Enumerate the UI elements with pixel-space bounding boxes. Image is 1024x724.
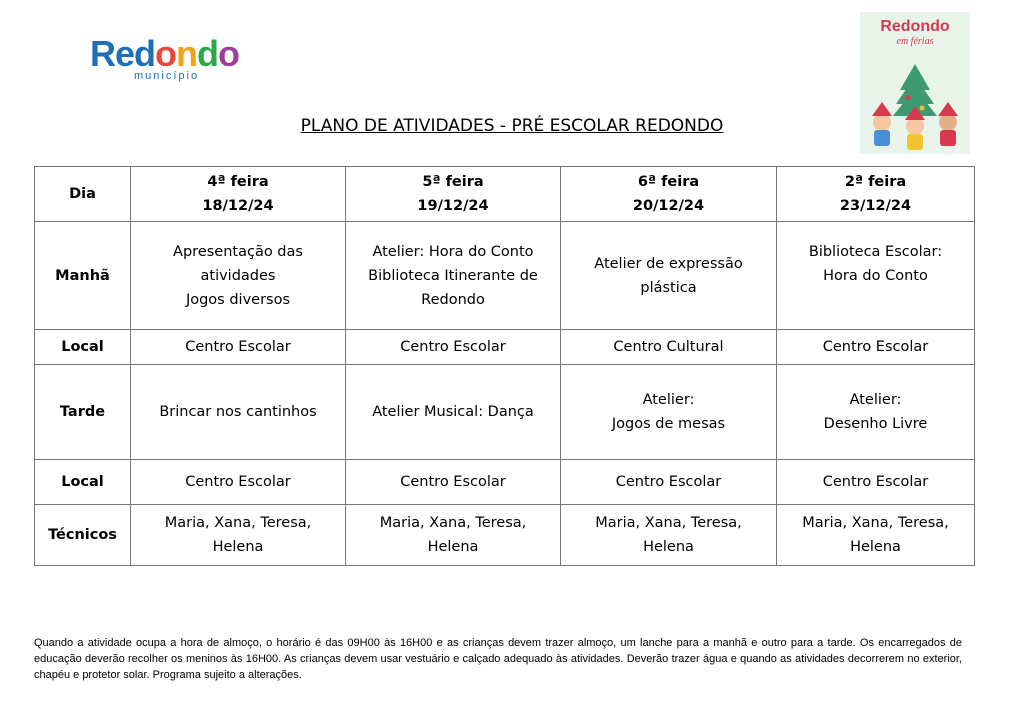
table-cell: Atelier: Desenho Livre [777,365,975,460]
activities-table [34,166,975,566]
row-label: Tarde [35,365,131,460]
day-header: 2ª feira 23/12/24 [777,167,975,222]
table-cell: Centro Escolar [131,460,346,505]
table-cell: Centro Escolar [777,330,975,365]
row-label: Local [35,460,131,505]
table-row-local [35,460,975,505]
redondo-municipio-logo [90,33,240,88]
row-label: Técnicos [35,505,131,566]
table-row-tarde [35,365,975,460]
table-cell: Centro Escolar [131,330,346,365]
table-cell: Centro Escolar [346,330,561,365]
table-cell: Biblioteca Escolar: Hora do Conto [777,222,975,330]
table-row-local [35,330,975,365]
day-header: 4ª feira 18/12/24 [131,167,346,222]
row-label: Local [35,330,131,365]
day-header: 6ª feira 20/12/24 [561,167,777,222]
day-header: 5ª feira 19/12/24 [346,167,561,222]
document-title: PLANO DE ATIVIDADES - PRÉ ESCOLAR REDONDO [300,116,724,136]
table-cell: Maria, Xana, Teresa, Helena [561,505,777,566]
table-cell: Brincar nos cantinhos [131,365,346,460]
logo-subtitle: município [134,70,200,82]
corner-cell-dia: Dia [35,167,131,222]
logo-wordmark: Redondo [90,33,240,74]
row-label: Manhã [35,222,131,330]
footer-note: Quando a atividade ocupa a hora de almoço, o horário é das 09H00 às 16H00 e as crianças devem trazer almoço, um lanche para a manhã e outro para a tarde. Os encarregados de educação deverão recolher os meninos às 16H00. As crianças devem usar vestuário e calçado adequado às atividades. Deverão trazer água e quando as atividades decorrerem no exterior, chapéu e protetor solar. Programa sujeito a alterações. [34,637,962,681]
poster-subtitle: em férias [896,36,934,47]
table-cell: Centro Escolar [346,460,561,505]
table-cell: Centro Cultural [561,330,777,365]
table-cell: Atelier: Hora do Conto Biblioteca Itinerante de Redondo [346,222,561,330]
table-cell: Atelier: Jogos de mesas [561,365,777,460]
table-cell: Centro Escolar [777,460,975,505]
table-cell: Maria, Xana, Teresa, Helena [346,505,561,566]
table-cell: Atelier de expressão plástica [561,222,777,330]
table-row-tecnicos [35,505,975,566]
table-cell: Maria, Xana, Teresa, Helena [777,505,975,566]
table-row-manha [35,222,975,330]
poster-title: Redondo [880,18,950,35]
table-cell: Centro Escolar [561,460,777,505]
table-cell: Maria, Xana, Teresa, Helena [131,505,346,566]
table-cell: Apresentação das atividades Jogos diversos [131,222,346,330]
table-header-row [35,167,975,222]
table-cell: Atelier Musical: Dança [346,365,561,460]
